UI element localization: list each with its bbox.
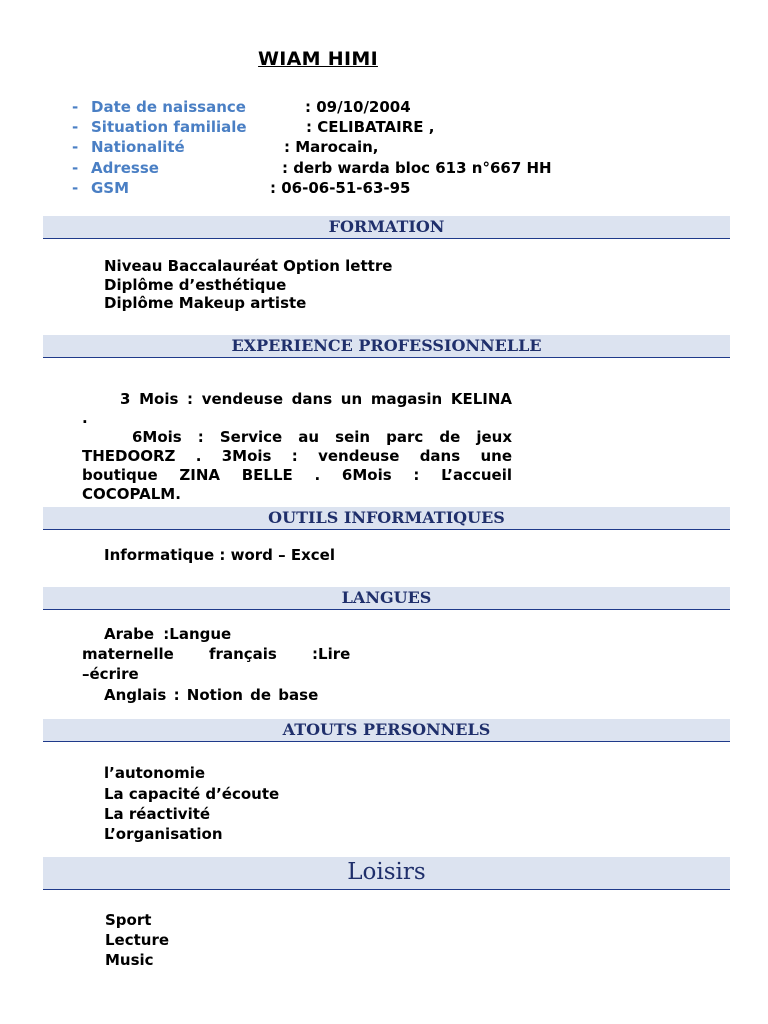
langues-line: Arabe :Langue: [104, 625, 232, 643]
info-label: Nationalité: [91, 138, 185, 156]
atouts-item: L’organisation: [104, 825, 223, 843]
section-header-experience: EXPERIENCE PROFESSIONNELLE: [43, 335, 730, 358]
loisirs-item: Sport: [105, 911, 152, 929]
formation-item: Niveau Baccalauréat Option lettre: [104, 257, 393, 275]
info-value: : CELIBATAIRE ,: [306, 118, 435, 136]
atouts-item: l’autonomie: [104, 764, 206, 782]
info-label: Date de naissance: [91, 98, 246, 116]
info-value: : 06-06-51-63-95: [270, 179, 411, 197]
bullet-dash: -: [72, 159, 79, 177]
atouts-item: La réactivité: [104, 805, 211, 823]
atouts-item: La capacité d’écoute: [104, 785, 280, 803]
info-label: GSM: [91, 179, 130, 197]
section-header-formation: FORMATION: [43, 216, 730, 239]
cv-name: WIAM HIMI: [258, 48, 378, 70]
experience-entry: 6Mois : Service au sein parc de jeux THEDOORZ . 3Mois : vendeuse dans une boutique ZINA BELLE . 6Mois : L’accueil COCOPALM.: [82, 428, 512, 503]
info-label: Adresse: [91, 159, 159, 177]
bullet-dash: -: [72, 98, 79, 116]
formation-item: Diplôme d’esthétique: [104, 276, 287, 294]
formation-item: Diplôme Makeup artiste: [104, 294, 307, 312]
info-value: : Marocain,: [284, 138, 379, 156]
info-value: : derb warda bloc 613 n°667 HH: [282, 159, 552, 177]
section-header-loisirs: Loisirs: [43, 857, 730, 890]
section-header-outils: OUTILS INFORMATIQUES: [43, 507, 730, 530]
outils-item: Informatique : word – Excel: [104, 546, 335, 564]
section-header-atouts: ATOUTS PERSONNELS: [43, 719, 730, 742]
info-value: : 09/10/2004: [305, 98, 411, 116]
bullet-dash: -: [72, 179, 79, 197]
langues-line: Anglais : Notion de base: [104, 686, 319, 704]
section-header-langues: LANGUES: [43, 587, 730, 610]
experience-entry: 3 Mois : vendeuse dans un magasin KELINA .: [82, 390, 512, 427]
bullet-dash: -: [72, 138, 79, 156]
bullet-dash: -: [72, 118, 79, 136]
langues-line: –écrire: [82, 665, 139, 683]
langues-line: maternelle français :Lire: [82, 645, 351, 663]
loisirs-item: Music: [105, 951, 154, 969]
info-label: Situation familiale: [91, 118, 247, 136]
loisirs-item: Lecture: [105, 931, 170, 949]
